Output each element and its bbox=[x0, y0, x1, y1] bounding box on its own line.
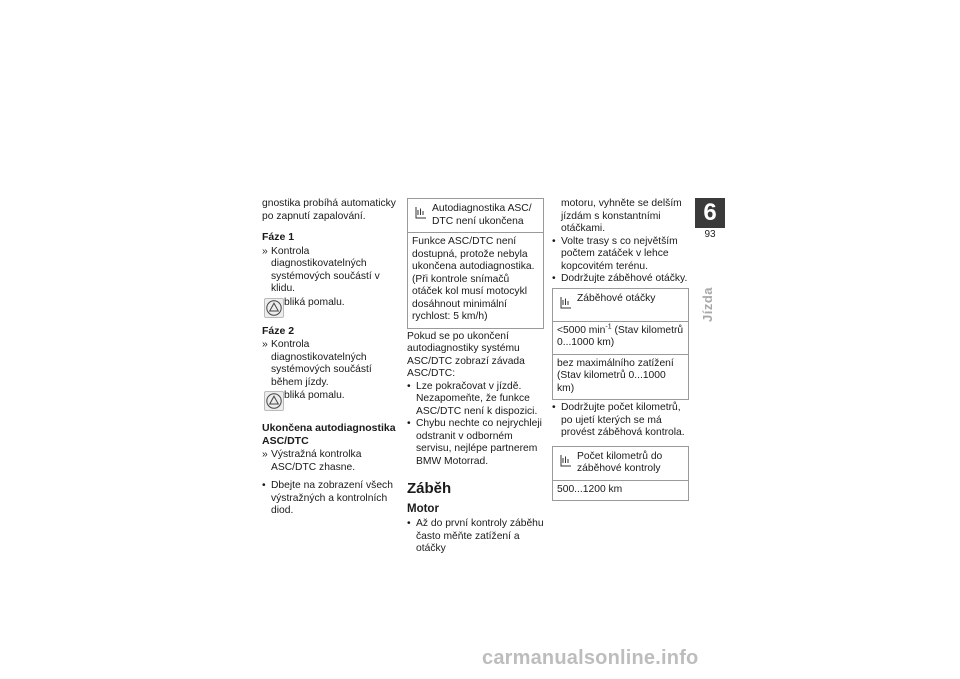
phase2-step: » Kontrola diagnostikovatelných systémových součástí během jízdy. bbox=[262, 339, 398, 389]
list-item: • Volte trasy s co největším počtem zatáček v lehce kopcovitém terénu. bbox=[552, 236, 689, 274]
spec-gauge-icon bbox=[560, 454, 572, 473]
running-in-check-box bbox=[552, 446, 689, 502]
watermark: carmanualsonline.info bbox=[482, 647, 699, 669]
completed-heading: Ukončena autodiagnostika ASC/DTC bbox=[262, 422, 396, 447]
continued-text: motoru, vyhněte se delším jízdám s konstantními otáčkami. bbox=[561, 198, 682, 234]
column-1 bbox=[262, 198, 398, 518]
spec-gauge-icon bbox=[415, 206, 427, 225]
km-value: 500...1200 km bbox=[557, 483, 623, 495]
list-item: • Chybu nechte co nejrychleji odstranit v odborném servisu, nejlépe partnerem BMW Motorrad. bbox=[407, 418, 544, 468]
box-text: Funkce ASC/DTC není dostupná, protože nebyla ukončena autodiagnostika. (Při kontrole snímačů otáček kol musí motocykl dosáhnout minimální rychlost: 5 km/h) bbox=[412, 236, 535, 322]
completed-step: » Výstražná kontrolka ASC/DTC zhasne. bbox=[262, 449, 398, 474]
phase2-blink: bliká pomalu. bbox=[262, 390, 398, 410]
intro-text: gnostika probíhá automaticky po zapnutí zapalování. bbox=[262, 198, 396, 222]
phase2-heading: Fáze 2 bbox=[262, 324, 295, 337]
warning-triangle-icon bbox=[264, 391, 284, 411]
phase1-step: » Kontrola diagnostikovatelných systémových součástí v klidu. bbox=[262, 246, 398, 296]
rpm-value: <5000 $\min^{-1}$ (Stav kilometrů 0...1000 km) bbox=[557, 323, 684, 348]
page-number: 93 bbox=[704, 229, 716, 240]
column-2 bbox=[407, 198, 544, 556]
list-item: • Až do první kontroly záběhu často měňte zatížení a otáčky bbox=[407, 518, 544, 556]
list-item: • Dodržujte počet kilometrů, po ujetí kterých se má provést záběhová kontrola. bbox=[552, 402, 689, 440]
warning-triangle-icon bbox=[264, 298, 284, 318]
list-item: • Dodržujte záběhové otáčky. bbox=[552, 273, 689, 286]
chapter-title: Jízda bbox=[700, 286, 715, 322]
phase1-heading: Fáze 1 bbox=[262, 231, 295, 243]
chapter-tab bbox=[695, 198, 725, 250]
load-note: bez maximálního zatížení (Stav kilometrů 0...1000 km) bbox=[553, 354, 688, 400]
list-item: • Lze pokračovat v jízdě. Nezapomeňte, že funkce ASC/DTC není k dispozici. bbox=[407, 381, 544, 419]
asc-dtc-info-box bbox=[407, 198, 544, 329]
chapter-number: 6 bbox=[695, 198, 725, 228]
box-header: Počet kilometrů do záběhové kontroly bbox=[553, 447, 688, 481]
box-header: Autodiagnostika ASC/ DTC není ukončena bbox=[408, 199, 543, 233]
completed-bullet: • Dbejte na zobrazení všech výstražných a kontrolních diod. bbox=[262, 480, 398, 518]
section-heading: Záběh bbox=[407, 480, 452, 497]
phase1-blink: bliká pomalu. bbox=[262, 297, 398, 317]
spec-gauge-icon bbox=[560, 296, 572, 315]
column-3 bbox=[552, 198, 689, 503]
subheading: Motor bbox=[407, 503, 439, 515]
box-header: Záběhové otáčky bbox=[553, 289, 688, 322]
after-box-text: Pokud se po ukončení autodiagnostiky systému ASC/DTC zobrazí závada ASC/DTC: bbox=[407, 330, 525, 379]
running-in-rpm-box bbox=[552, 288, 689, 401]
